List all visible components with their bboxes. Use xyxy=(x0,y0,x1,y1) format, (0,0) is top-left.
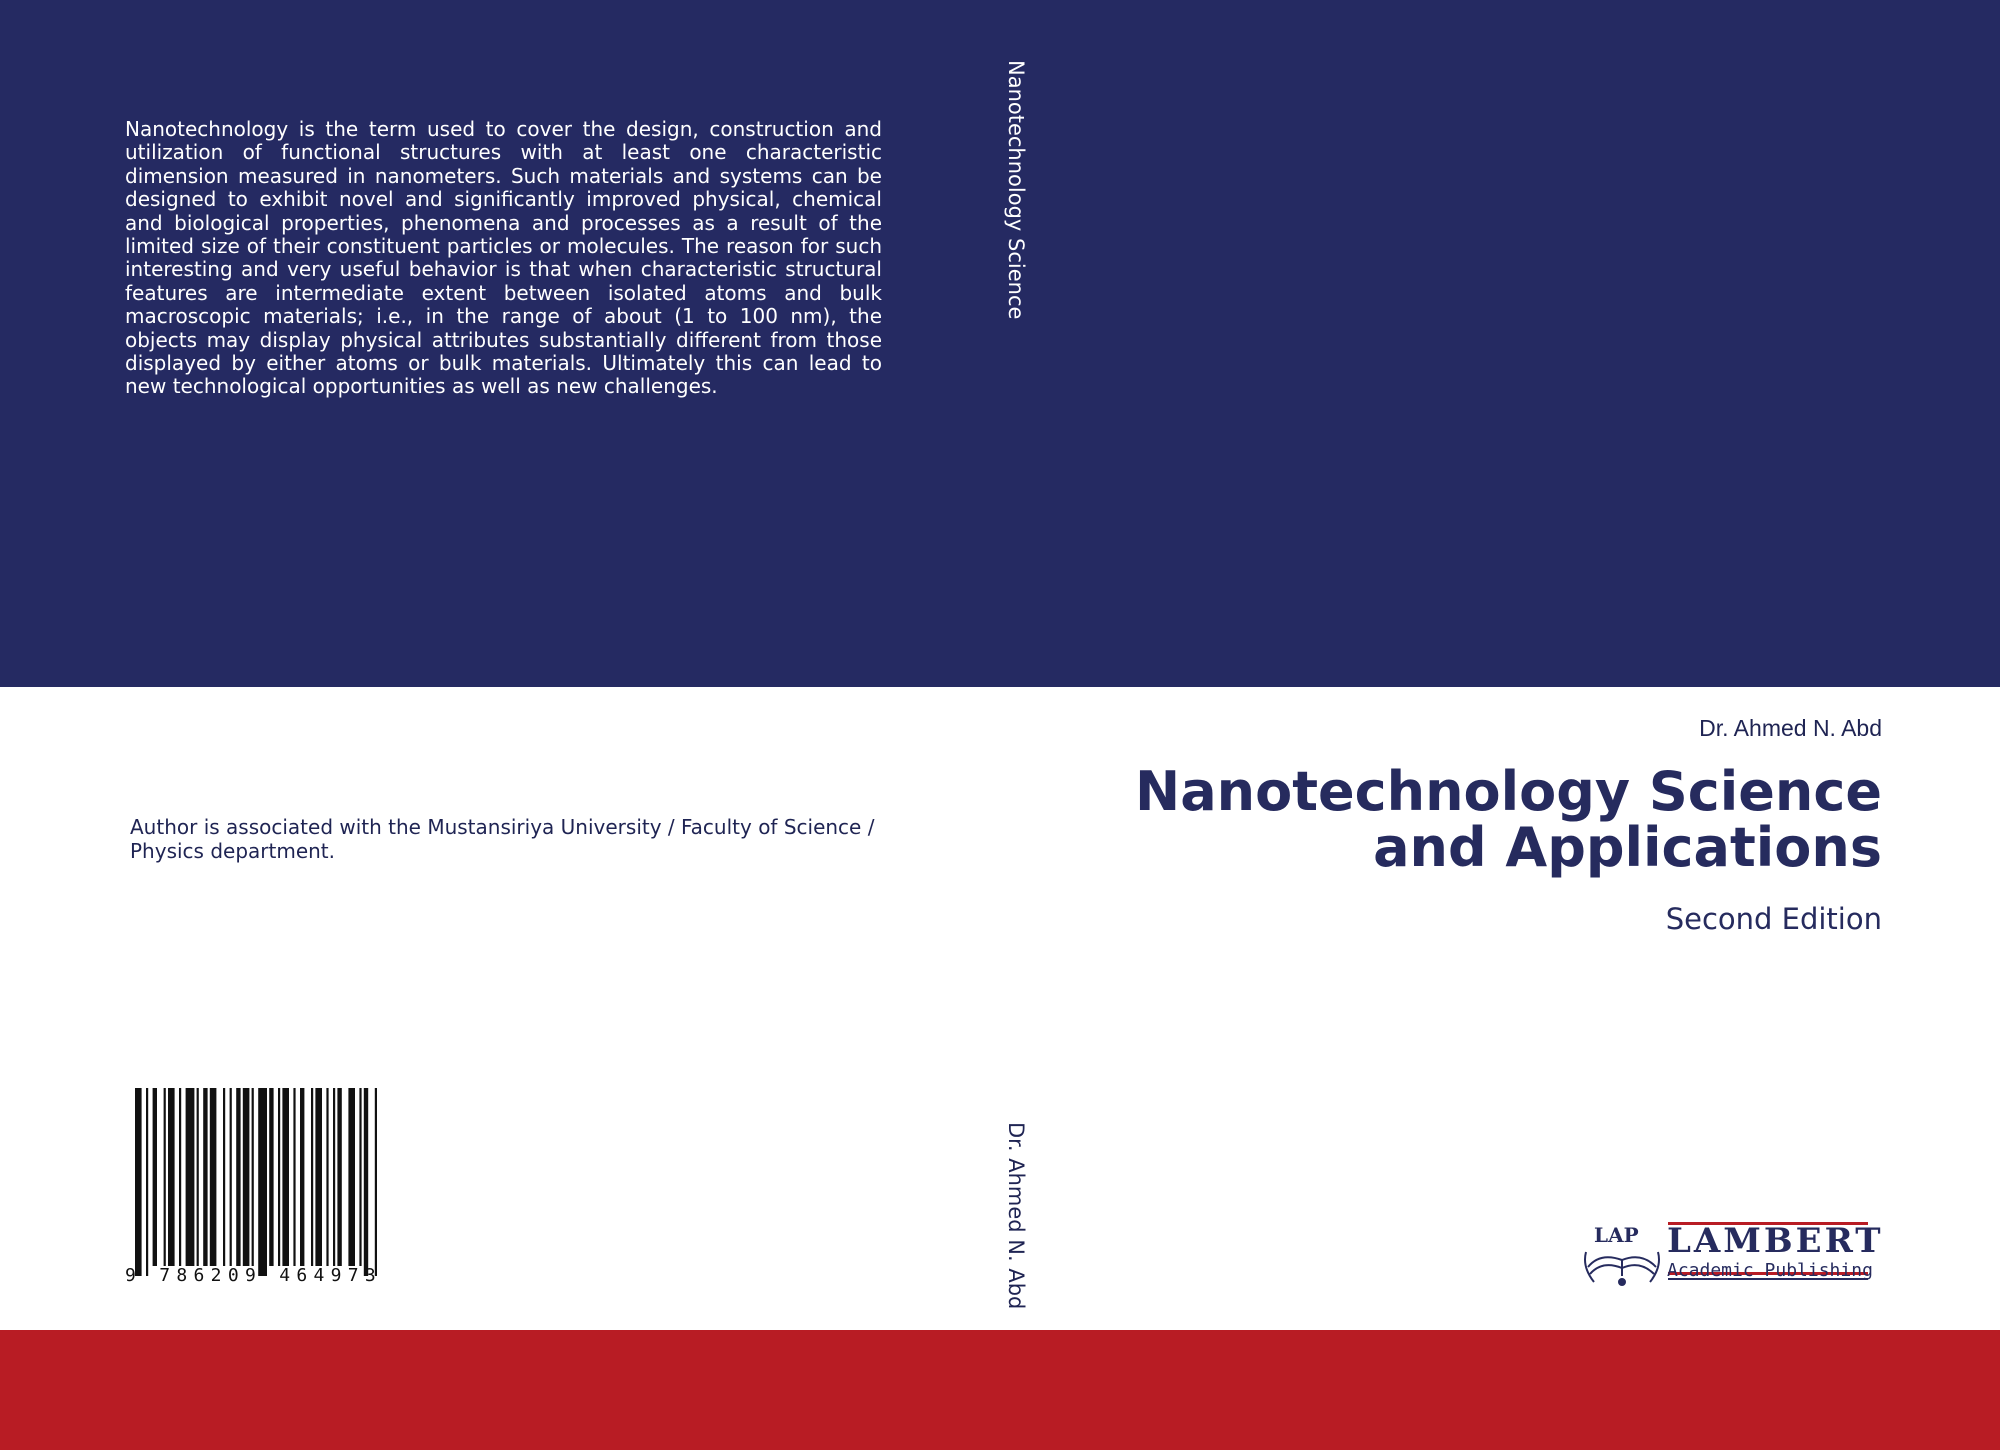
barcode-bar xyxy=(197,1088,199,1266)
front-author: Dr. Ahmed N. Abd xyxy=(1699,715,1882,741)
barcode-bar xyxy=(164,1088,166,1266)
barcode-bar xyxy=(186,1088,195,1266)
barcode-bar xyxy=(153,1088,157,1266)
barcode-bar xyxy=(293,1088,295,1266)
spine-author: Dr. Ahmed N. Abd xyxy=(1004,1122,1028,1310)
publisher-monogram: LAP xyxy=(1594,1223,1639,1247)
barcode-bar xyxy=(236,1088,240,1266)
barcode-bar xyxy=(278,1088,280,1266)
author-note: Author is associated with the Mustansiriya University / Faculty of Science / Physics department. xyxy=(130,815,875,863)
front-subtitle: Second Edition xyxy=(1665,902,1882,936)
barcode-bar xyxy=(333,1088,335,1266)
barcode-bar xyxy=(269,1088,273,1266)
publisher-tagline: Academic Publishing xyxy=(1667,1260,1873,1281)
front-title-line-2: and Applications xyxy=(1373,816,1882,879)
barcode-bar xyxy=(364,1088,368,1276)
barcode-bar xyxy=(243,1088,250,1266)
barcode-bar xyxy=(230,1088,232,1266)
publisher-name: LAMBERT xyxy=(1667,1221,1884,1261)
barcode-bar xyxy=(258,1088,267,1276)
barcode-bar xyxy=(348,1088,355,1266)
back-cover-blurb: Nanotechnology is the term used to cover the design, construction and utilization of functional structures with at least one characteristic dimension measured in nanometers. Such materials and systems can be designed to exhibit novel and significantly improved physical, chemical and biological properties, phenomena and processes as a result of the limited size of their constituent particles or molecules. The reason for such interesting and very useful behavior is that when characteristic structural features are intermediate extent between isolated atoms and bulk macroscopic materials; i.e., in the range of about (1 to 100 nm), the objects may display physical attributes substantially different from those displayed by either atoms or bulk materials. Ultimately this can lead to new technological opportunities as well as new challenges. xyxy=(125,117,882,399)
barcode-bar xyxy=(168,1088,175,1266)
isbn-barcode xyxy=(125,1088,455,1288)
spine-title: Nanotechnology Science xyxy=(1004,60,1028,320)
barcode-bar xyxy=(326,1088,328,1266)
barcode-bar xyxy=(210,1088,217,1266)
barcode-bar xyxy=(179,1088,181,1266)
isbn-digits: 9 786209 464973 xyxy=(125,1265,383,1286)
barcode-bar xyxy=(135,1088,142,1276)
bottom-red-band xyxy=(0,1330,2000,1450)
barcode-bar xyxy=(337,1088,341,1266)
barcode-bar xyxy=(359,1088,361,1266)
barcode-bar xyxy=(375,1088,377,1276)
barcode-bar xyxy=(282,1088,289,1266)
barcode-bar xyxy=(223,1088,225,1266)
open-book-laurel-icon xyxy=(1585,1252,1659,1285)
barcode-bar xyxy=(311,1088,313,1266)
barcode-bar xyxy=(203,1088,207,1266)
front-title xyxy=(982,760,1882,879)
barcode-bar xyxy=(315,1088,322,1266)
barcode-bar xyxy=(146,1088,148,1276)
barcode-bar xyxy=(300,1088,304,1266)
front-title-line-1: Nanotechnology Science xyxy=(1135,760,1882,823)
barcode-bar xyxy=(252,1088,254,1266)
